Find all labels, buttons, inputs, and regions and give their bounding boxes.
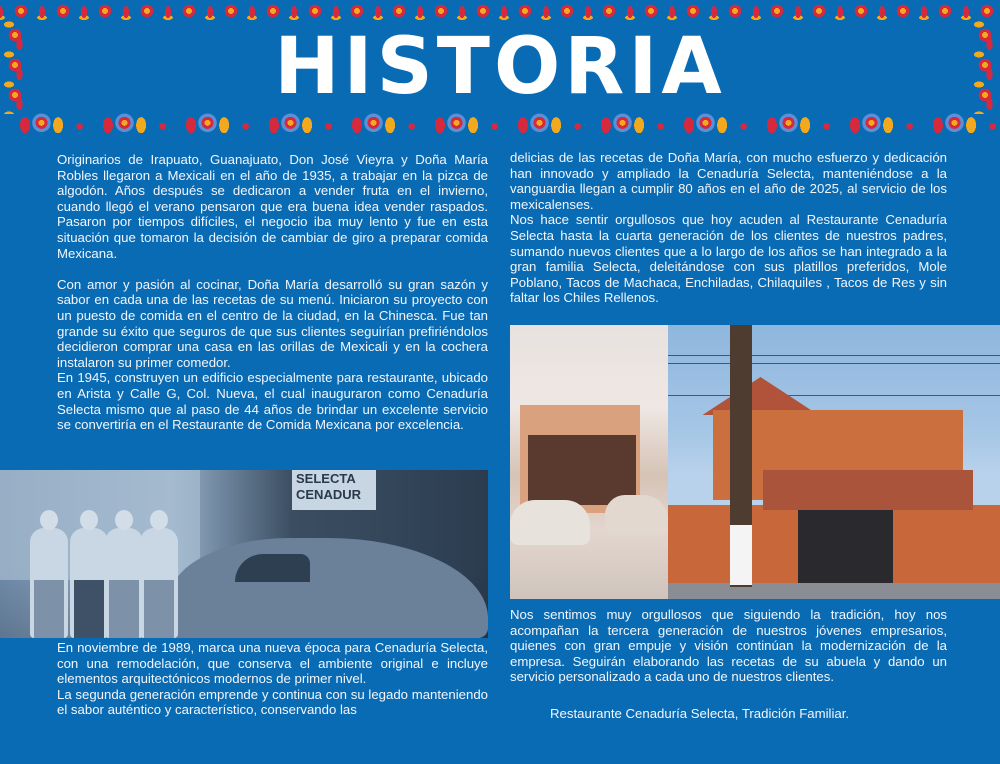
photo-person (70, 528, 108, 638)
paragraph-origins: Originarios de Irapuato, Guanajuato, Don José Vieyra y Doña María Robles llegaron a Mexicali en el año de 1935, a trabajar en la pizca de algodón. Años después se dedicaron a vender fruta en el invierno, cuando llegó el verano pensaron que era buena idea vender raspados. Pasaron por tiempos difíciles, el negocio iba muy lento y fue en esta situación que tomaron la decisión de cambiar de giro a preparar comida Mexicana. (57, 152, 488, 261)
photo-car-window (235, 554, 310, 582)
folk-border-top (0, 0, 1000, 22)
photo-restaurant-1970s (510, 325, 668, 599)
right-column-bottom-text (510, 607, 947, 685)
right-column-text (510, 150, 947, 306)
paragraph-1945: En 1945, construyen un edificio especialmente para restaurante, ubicado en Arista y Calle G, Col. Nueva, el cual inauguraron como Cenaduría Selecta mismo que al paso de 44 años de brindar un excelente servicio se convertiría en el Restaurante de Comida Mexicana por excelencia. (57, 370, 488, 433)
left-column-bottom-text (57, 640, 488, 718)
photo-restaurant-modern (668, 325, 1000, 599)
photo-person (30, 528, 68, 638)
page-title: HISTORIA (274, 22, 726, 112)
paragraph-innovation: delicias de las recetas de Doña María, con mucho esfuerzo y dedicación han innovado y ampliado la Cenaduría Selecta, manteniéndose a la vanguardia llegan a cumplir 80 años en el año de 2025, al servicio de los mexicalenses. (510, 150, 947, 212)
paragraph-third-generation: Nos sentimos muy orgullosos que siguiendo la tradición, hoy nos acompañan la tercera generación de nuestros jóvenes empresarios, quienes con gran empuje y visión continúan la modernización de la empresa. Seguirán elaborando las recetas de su abuela y dando un servicio personalizado a cada uno de nuestros clientes. (510, 607, 947, 685)
photo-restaurant-sign: SELECTA CENADUR (292, 470, 376, 510)
signature-line: Restaurante Cenaduría Selecta, Tradición Familiar. (550, 706, 850, 721)
paragraph-1989: En noviembre de 1989, marca una nueva época para Cenaduría Selecta, con una remodelación, que conserva el ambiente original e incluye elementos arquitectónicos modernos de primer nivel. (57, 640, 488, 687)
photo-vintage-car (170, 538, 488, 638)
folk-border-bottom (0, 112, 1000, 136)
paragraph-beginnings: Con amor y pasión al cocinar, Doña María desarrolló su gran sazón y sabor en cada una de las recetas de su menú. Iniciaron su proyecto con un puesto de comida en el centro de la ciudad, en la Chinesca. Fue tan grande su éxito que seguros de que sus clientes seguirían prefiriéndolos decidieron comprar una casa en las orillas de Mexicali y en la cochera instalaron su primer comedor. (57, 276, 488, 370)
paragraph-clients: Nos hace sentir orgullosos que hoy acuden al Restaurante Cenaduría Selecta hasta la cuarta generación de los clientes de nuestros padres, sumando nuevos clientes que a lo largo de los años se han integrado a la gran familia Selecta, deleitándose con sus platillos preferidos, Mole Poblano, Tacos de Machaca, Enchiladas, Chilaquiles , Tacos de Res y sin faltar los Chiles Rellenos. (510, 212, 947, 306)
paragraph-second-generation: La segunda generación emprende y continua con su legado manteniendo el sabor auténtico y característico, conservando las (57, 686, 488, 718)
left-column-text (57, 152, 488, 433)
historic-photo-men-with-car (0, 470, 488, 638)
photo-person (140, 528, 178, 638)
photo-person (105, 528, 143, 638)
